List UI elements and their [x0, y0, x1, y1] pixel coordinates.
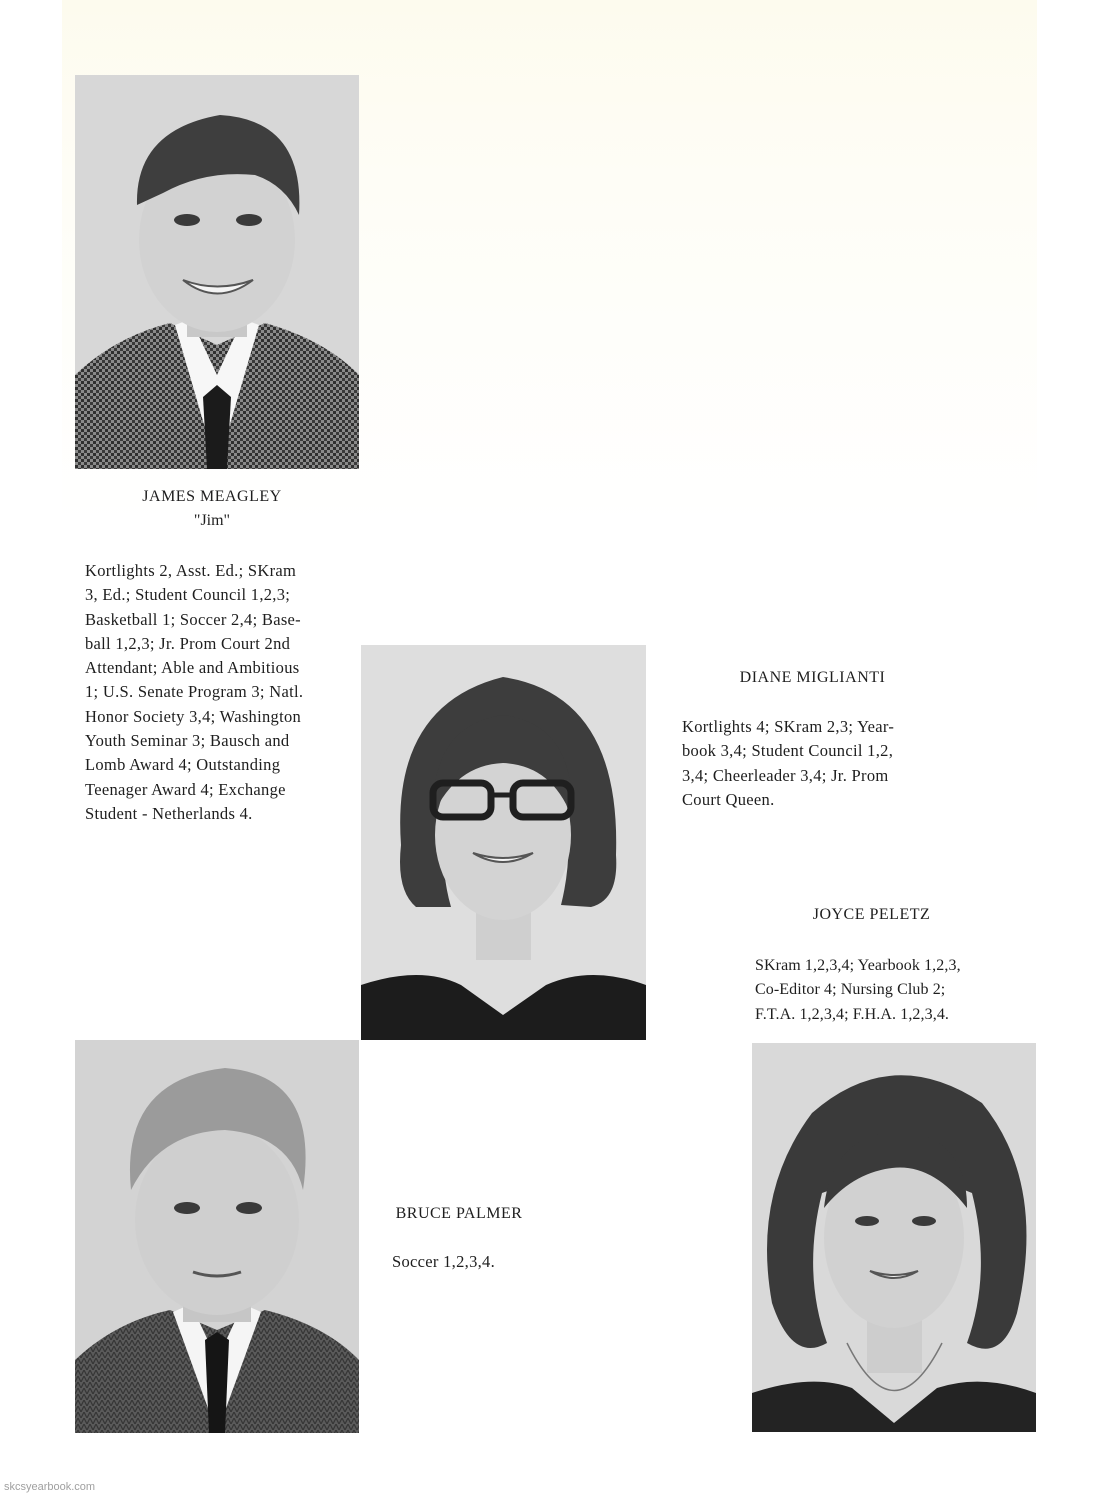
bio-line: Honor Society 3,4; Washington: [85, 706, 302, 726]
student-name-bruce-palmer: BRUCE PALMER: [395, 1205, 523, 1222]
bio-line: book 3,4; Student Council 1,2,: [682, 741, 894, 761]
portrait-james-meagley: [75, 75, 359, 469]
bio-line: Kortlights 4; SKram 2,3; Year-: [682, 717, 895, 736]
bio-line: Court Queen.: [682, 789, 775, 809]
bio-line: 1; U.S. Senate Program 3; Natl.: [85, 682, 304, 702]
bio-line: F.T.A. 1,2,3,4; F.H.A. 1,2,3,4.: [755, 1005, 950, 1023]
student-name-joyce-peletz: JOYCE PELETZ: [812, 906, 931, 923]
bio-line: Student - Netherlands 4.: [85, 803, 253, 823]
student-bio-joyce-peletz: [755, 954, 961, 1027]
student-nickname-jim: "Jim": [193, 512, 231, 529]
student-name-diane-miglianti: DIANE MIGLIANTI: [739, 669, 886, 686]
bio-line: Kortlights 2, Asst. Ed.; SKram: [85, 561, 297, 580]
student-bio-james-meagley: [85, 559, 303, 826]
bio-line: Soccer 1,2,3,4.: [392, 1252, 496, 1271]
student-name-james-meagley: JAMES MEAGLEY: [142, 488, 282, 505]
bio-line: Lomb Award 4; Outstanding: [85, 755, 281, 775]
bio-line: ball 1,2,3; Jr. Prom Court 2nd: [85, 633, 291, 653]
bio-line: Teenager Award 4; Exchange: [85, 779, 286, 799]
bio-line: Attendant; Able and Ambitious: [85, 658, 300, 678]
bio-line: 3, Ed.; Student Council 1,2,3;: [85, 585, 291, 605]
bio-line: SKram 1,2,3,4; Yearbook 1,2,3,: [755, 957, 961, 974]
yearbook-page: [62, 0, 1037, 1500]
bio-line: 3,4; Cheerleader 3,4; Jr. Prom: [682, 765, 889, 785]
bio-line: Youth Seminar 3; Bausch and: [85, 731, 290, 751]
portrait-joyce-peletz: [752, 1043, 1036, 1432]
bio-line: Basketball 1; Soccer 2,4; Base-: [85, 609, 301, 629]
site-watermark: skcsyearbook.com: [4, 1481, 96, 1493]
student-bio-bruce-palmer: [392, 1250, 495, 1274]
bio-line: Co-Editor 4; Nursing Club 2;: [755, 981, 946, 999]
portrait-diane-miglianti: [361, 645, 646, 1040]
student-bio-diane-miglianti: [682, 715, 894, 812]
portrait-bruce-palmer: [75, 1040, 359, 1433]
